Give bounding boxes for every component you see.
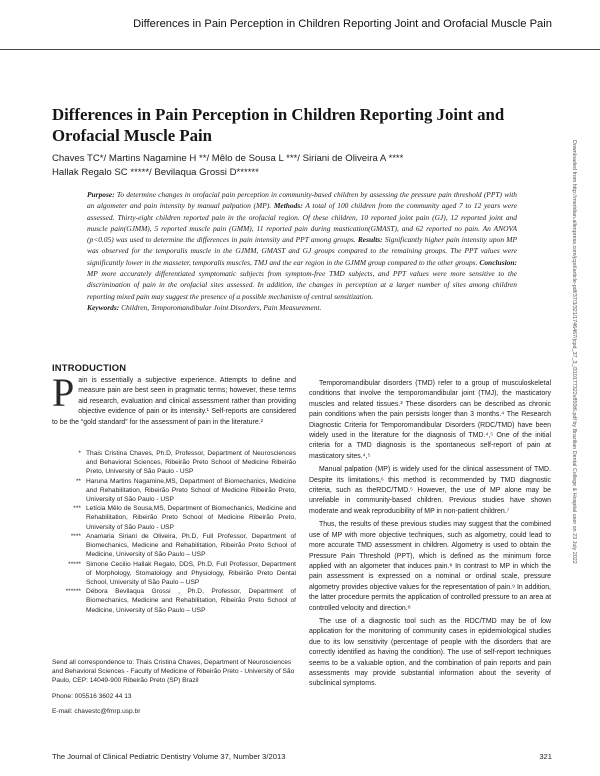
affiliation-text: Thais Cristina Chaves, Ph.D, Professor, Department of Neurosciences and Behavioral Sciences, Ribeirão Preto School of Medicine Ribeirão Preto, University of São Paulo - USP [86,450,296,476]
affiliation-item [52,449,296,476]
introduction-body [52,370,296,428]
keywords-label: Keywords: [87,302,120,312]
affiliation-text: Haruna Martins Nagamine,MS, Department of Biomechanics, Medicine and Rehabilitation, Ribeirão Preto School of Medicine Ribeirão Preto, University of São Paulo - USP [86,477,296,503]
affiliation-mark: ** [75,477,81,485]
affiliation-text: Anamaria Siriani de Oliveira, Ph.D, Full Professor, Department of Biomechanics, Medicine and Rehabilitation, Ribeirão Preto School of Medicine, University of São Paulo – USP [86,533,296,559]
correspondence-block [52,658,296,722]
author-line-2: Hallak Regalo SC *****/ Bevilaqua Grossi D****** [52,167,259,178]
conclusion-text: MP more accurately differentiated symptomatic subjects from symptom-free TMD subjects, and PPT values were more sensitive to the discrimination of pain in the orofacial sites assessed. In addition, the changes in perception at a larger number of sites among children reporting mixed pain may suggest the presence of a possible mechanism of central sensitization. [87,269,517,301]
correspondence-email[interactable]: E-mail: chavestc@fmrp.usp.br [52,707,141,715]
affiliation-item [52,532,296,559]
body-paragraph-4: The use of a diagnostic tool such as the RDC/TMD may be of low application for the monitoring of community cases in epidemiological studies due to its low sensitivity (percentage of people with the disorders that are correctly identified as having the condition). The use of self-report techniques seems to be a valuable option, and the combination of pain reports and pain assessments may provide substantial information about the severity of subclinical symptoms. [309,617,551,688]
left-column [52,362,296,428]
introduction-heading: INTRODUCTION [52,362,127,373]
article-title: Differences in Pain Perception in Children Reporting Joint and Orofacial Muscle Pain [52,105,505,145]
affiliation-mark: * [78,450,81,457]
author-list [52,152,502,180]
methods-text: A total of 100 children from the community aged 7 to 12 years were assessed. Thirty-eight children reported pain in the orofacial region. Of these children, 10 reported joint pain (GJ), 12 reported joint and muscle pain(GJMM), 5 reported muscle pain (GMM), 11 reported pain during mastication(GMAST), and 62 reported no pain. An ANOVA (p<0.05) was used to determine the differences in pain intensity and PPT among groups. [87,201,517,245]
page-number: 321 [539,752,552,761]
affiliation-item [52,504,296,531]
running-head [0,0,600,50]
affiliation-text: Letícia Mêlo de Sousa,MS, Department of Biomechanics, Medicine and Rehabilitation, Ribeirão Preto School of Medicine Ribeirão Preto, University of São Paulo - USP [86,505,296,531]
body-paragraph-1: Temporomandibular disorders (TMD) refer to a group of musculoskeletal conditions that involve the temporomandibular joint (TMJ), the masticatory muscles and related tissues.³ These disorders can be described as chronic pain conditions when the pain persists longer than 3 months.⁴ The Research Diagnostic Criteria for Temporomandibular Disorders (RDC/TMD) have been widely used in the literature for the diagnosis of TMD.⁴,⁵ One of the initial criteria for a TMD diagnosis is the spontaneous self-report of pain at masticatory sites.⁴,⁵ [309,380,551,460]
introduction-paragraph-1: ain is essentially a subjective experience. Attempts to define and measure pain are best seen in pragmatic terms; however, these terms aid research, evaluation and clinical assessment rather than providing objective evidence of pain or its intensity.¹ Self-reports are considered to be the “gold standard” for the assessment of pain in the literature.² [52,377,296,426]
author-affiliations [52,449,296,615]
running-head-text: Differences in Pain Perception in Children Reporting Joint and Orofacial Muscle Pain [133,18,552,30]
purpose-label: Purpose: [87,190,115,199]
abstract [87,189,517,313]
drop-cap: P [52,370,75,415]
download-watermark: Downloaded from http://meridian.allenpress.com/jcpd/article-pdf/37/3/321/1746467/jcpd_37_3_l310177322v850t6.pdf by Brazilian Dental College & Hospital user on 23 July 2022 [571,140,577,564]
affiliation-mark: ****** [65,588,81,596]
affiliation-text: Débora Bevilaqua Grossi , Ph.D, Professor, Department of Biomechanics, Medicine and Rehabilitation, Ribeirão Preto School of Medicine, University of São Paulo – USP [86,588,296,614]
correspondence-phone: Phone: 005516 3602 44 13 [52,692,132,700]
affiliation-mark: **** [70,533,81,541]
correspondence-address: Send all correspondence to: Thais Cristina Chaves, Department of Neurosciences and Behavioral Sciences - Faculty of Medicine of Ribeirão Preto - University of São Paulo, CEP: 14049-900 Ribeirão Preto (SP) Brazil [52,659,295,685]
methods-label: Methods: [273,201,303,211]
purpose-text: To determine changes in orofacial pain perception in community-based children by assessing the pressure pain threshold (PPT) with an algometer and pain intensity by manual palpation (MP). [87,190,518,211]
author-line-1: Chaves TC*/ Martins Nagamine H **/ Mêlo de Sousa L ***/ Siriani de Oliveira A **** [52,153,404,164]
right-column [309,379,551,690]
affiliation-mark: *** [73,505,81,513]
journal-citation: The Journal of Clinical Pediatric Dentistry Volume 37, Number 3/2013 [52,752,286,761]
affiliation-mark: ***** [68,560,81,568]
results-text: Significantly higher pain intensity upon MP was observed for the temporalis muscle in the GJMM, GMAST and GJ groups compared to the remaining groups. The PPT values were significantly lower in the masseter, temporalis muscles, TMJ and the ear region in the GJMM group compared to the other groups. [87,235,517,267]
keywords-text: Children, Temporomandibular Joint Disorders, Pain Measurement. [121,302,322,312]
body-paragraph-3: Thus, the results of these previous studies may suggest that the combined use of MP with more objective techniques, such as algometry, could lead to more accurate TMD assessment in children. Algometry is used to obtain the Pressure Pain Threshold (PPT), which is defined as the minimum force applied with an algometer that induces pain.⁸ In contrast to MP in which the pain assessment is expressed on a nominal or ordinal scale, pressure algometry provides objective values for the representation of pain.⁹ In addition, the latter procedure permits the application of controlled pressure to an area at controlled velocity and direction.⁸ [309,521,551,612]
affiliation-item [52,477,296,504]
affiliation-item [52,587,296,614]
conclusion-label: Conclusion: [479,257,517,267]
results-label: Results: [357,235,383,245]
body-paragraph-2: Manual palpation (MP) is widely used for the clinical assessment of TMD. Despite its limitations,⁶ this method is recommended by TMD diagnostic criteria, such as theRDC/TMD.⁵ However, the use of MP alone may be unreliable in community-based children. Previous studies have shown moderate and weak reproducibility of MP in non-patient children.⁷ [309,466,551,515]
affiliation-item [52,560,296,587]
affiliation-text: Simone Cecilio Hallak Regalo, DDS, Ph.D, Full Professor, Department of Morphology, Stomatology and Physiology, Ribeirão Preto Dental School, University of São Paulo – USP [86,560,296,586]
